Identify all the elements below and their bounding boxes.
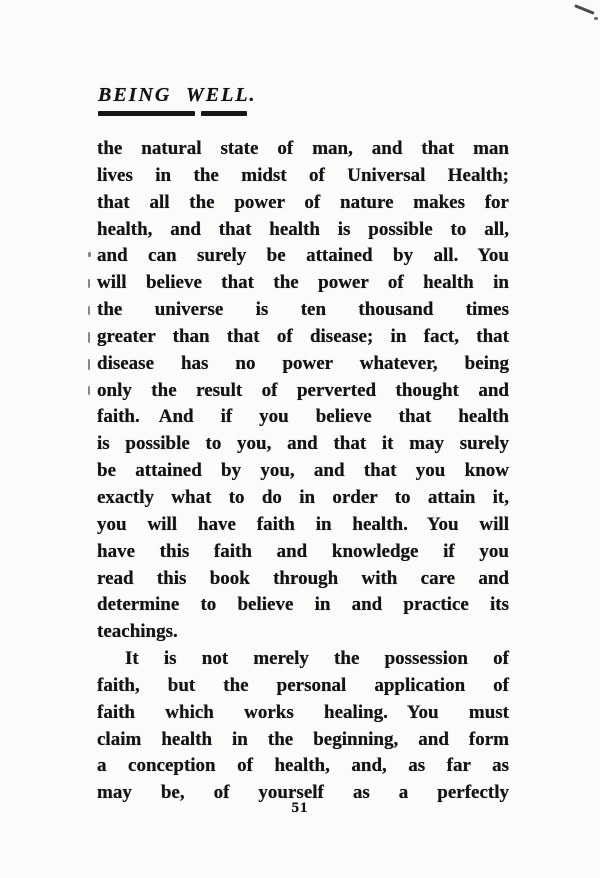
text-line: determine to believe in and practice its <box>97 594 509 616</box>
text-line: lives in the midst of Universal Health; <box>97 164 509 186</box>
text-line: read this book through with care and <box>97 567 509 589</box>
scan-artifact <box>88 359 90 370</box>
pen-mark-artifact <box>574 4 594 14</box>
text-line: and can surely be attained by all. You <box>97 245 509 267</box>
scan-artifact <box>88 386 90 395</box>
text-line: It is not merely the possession of <box>125 648 509 670</box>
text-line: claim health in the beginning, and form <box>97 728 509 750</box>
text-line: a conception of health, and, as far as <box>97 755 509 777</box>
body-text <box>97 136 509 807</box>
scan-artifact <box>88 279 90 288</box>
text-line: the universe is ten thousand times <box>97 299 509 321</box>
text-line: will believe that the power of health in <box>97 272 509 294</box>
scan-artifact <box>88 332 90 343</box>
text-line: you will have faith in health. You will <box>97 513 509 535</box>
page-number: 51 <box>291 800 309 816</box>
running-head: BEING WELL. <box>98 84 257 106</box>
text-line: greater than that of disease; in fact, that <box>97 325 509 347</box>
scan-artifact <box>88 306 90 315</box>
text-line: only the result of perverted thought and <box>97 379 509 401</box>
text-line: be attained by you, and that you know <box>97 460 509 482</box>
text-line: faith, but the personal application of <box>97 674 509 696</box>
text-line: health, and that health is possible to all, <box>97 218 509 240</box>
header-underline-left <box>98 111 195 116</box>
text-line: may be, of yourself as a perfectly <box>97 782 509 804</box>
text-line: faith. And if you believe that health <box>97 406 509 428</box>
text-line: exactly what to do in order to attain it, <box>97 486 509 508</box>
text-line: faith which works healing. You must <box>97 701 509 723</box>
header-underline-right <box>201 111 247 116</box>
text-line: have this faith and knowledge if you <box>97 540 509 562</box>
scan-artifact <box>88 252 91 257</box>
pen-dot-artifact <box>594 17 598 20</box>
text-line: disease has no power whatever, being <box>97 352 509 374</box>
text-line: the natural state of man, and that man <box>97 138 509 159</box>
text-line: that all the power of nature makes for <box>97 191 509 213</box>
text-line: teachings. <box>97 621 178 643</box>
text-line: is possible to you, and that it may surely <box>97 433 509 455</box>
